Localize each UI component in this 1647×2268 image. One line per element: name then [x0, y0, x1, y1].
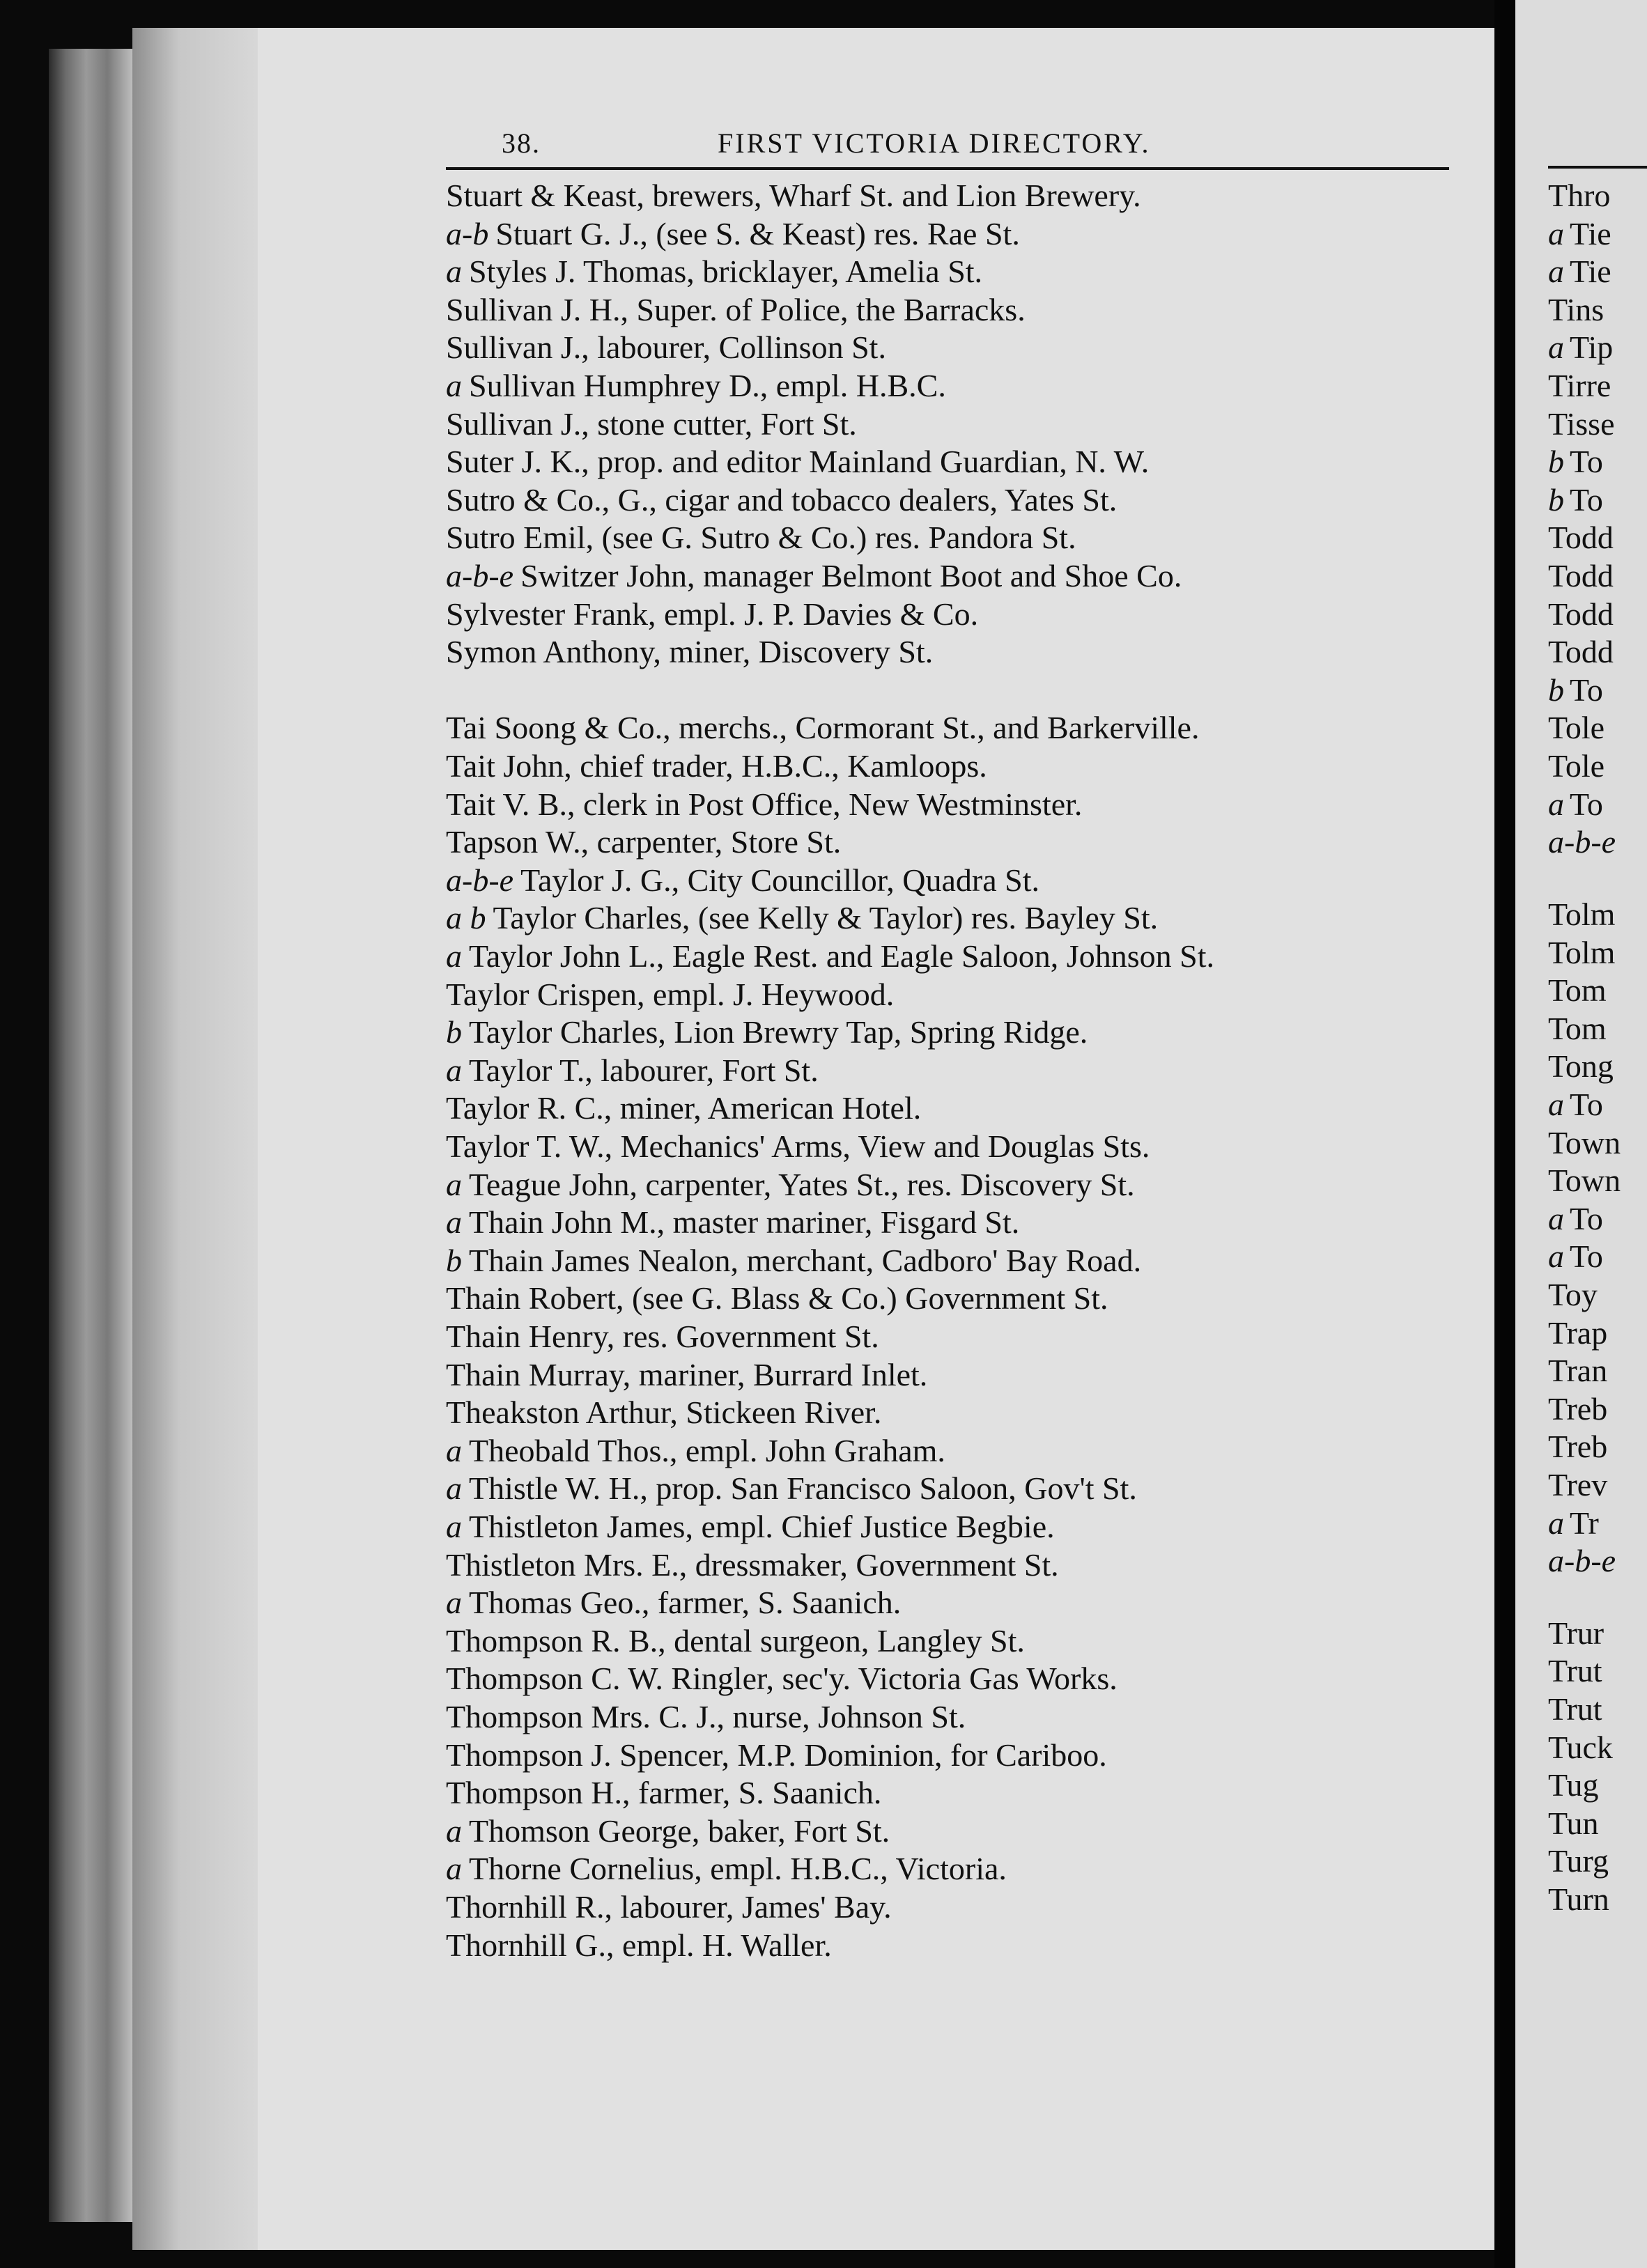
- next-page-fragment: [1548, 1845, 1609, 1877]
- entry-text: Sullivan J., labourer, Collinson St.: [446, 329, 886, 365]
- directory-entry: [446, 1321, 879, 1353]
- next-page-fragment: [1548, 750, 1605, 782]
- next-page-fragment: [1548, 370, 1611, 402]
- fragment-mark: a: [1548, 786, 1564, 822]
- entry-text: Thompson J. Spencer, M.P. Dominion, for Cariboo.: [446, 1737, 1107, 1773]
- entry-text: Sullivan J., stone cutter, Fort St.: [446, 406, 857, 442]
- fragment-text: To: [1570, 1238, 1603, 1274]
- entry-text: Thompson C. W. Ringler, sec'y. Victoria Gas Works.: [446, 1661, 1118, 1696]
- entry-mark: a-b-e: [446, 862, 514, 898]
- directory-entry: [446, 1891, 892, 1923]
- fragment-text: Tole: [1548, 748, 1605, 784]
- next-page-fragment: [1548, 329, 1614, 365]
- directory-entry: [446, 180, 1141, 212]
- entry-mark: a: [446, 1509, 462, 1544]
- directory-entry: [446, 1470, 1137, 1506]
- next-page-fragment: [1548, 937, 1615, 969]
- entry-text: Taylor T. W., Mechanics' Arms, View and Douglas Sts.: [446, 1128, 1150, 1164]
- directory-entry: [446, 979, 894, 1011]
- entry-mark: a: [446, 1470, 462, 1506]
- directory-entry: [446, 1587, 901, 1619]
- entry-text: Symon Anthony, miner, Discovery St.: [446, 634, 934, 669]
- directory-entry: [446, 1663, 1118, 1695]
- entry-text: Taylor John L., Eagle Rest. and Eagle Saloon, Johnson St.: [469, 938, 1214, 974]
- directory-entry: [446, 1625, 1025, 1657]
- fragment-mark: a: [1548, 1505, 1564, 1541]
- entry-text: Thain Robert, (see G. Blass & Co.) Government St.: [446, 1280, 1108, 1316]
- next-page-fragment: [1548, 484, 1603, 516]
- fragment-text: Treb: [1548, 1391, 1608, 1427]
- next-page-fragment: [1548, 1655, 1602, 1687]
- next-page-fragment: [1548, 1393, 1607, 1425]
- fragment-text: Tole: [1548, 710, 1605, 745]
- entry-text: Sutro & Co., G., cigar and tobacco dealers, Yates St.: [446, 482, 1118, 518]
- next-page-fragment: [1548, 446, 1603, 478]
- entry-mark: a: [446, 938, 462, 974]
- next-page-fragment: [1548, 1805, 1599, 1841]
- directory-entry: [446, 408, 857, 440]
- directory-entry: [446, 1435, 945, 1467]
- fragment-text: Tins: [1548, 292, 1605, 327]
- entry-text: Thompson H., farmer, S. Saanich.: [446, 1775, 882, 1810]
- next-page-fragment: [1548, 1507, 1599, 1539]
- entry-text: Theakston Arthur, Stickeen River.: [446, 1395, 882, 1430]
- fragment-text: Treb: [1548, 1429, 1608, 1464]
- fragment-text: Town: [1548, 1163, 1621, 1198]
- next-page-fragment: [1548, 786, 1603, 822]
- fragment-text: Trap: [1548, 1315, 1608, 1351]
- entry-mark: a: [446, 1053, 462, 1088]
- entry-text: Thompson R. B., dental surgeon, Langley St.: [446, 1623, 1025, 1659]
- next-page-fragment: [1548, 522, 1614, 554]
- next-page-fragment: [1548, 1732, 1613, 1764]
- next-page-header-rule: [1548, 166, 1647, 169]
- fragment-text: Trev: [1548, 1467, 1608, 1502]
- next-page-fragment: [1548, 1469, 1607, 1501]
- next-page-fragment: [1548, 1545, 1621, 1577]
- entry-text: Tait John, chief trader, H.B.C., Kamloops.: [446, 748, 987, 784]
- page-number: 38.: [502, 127, 541, 159]
- next-page-fragment: [1548, 1693, 1602, 1725]
- directory-entry: [446, 484, 1117, 516]
- entry-text: Taylor R. C., miner, American Hotel.: [446, 1090, 922, 1126]
- next-page-fragment: [1548, 1617, 1604, 1649]
- fragment-mark: a: [1548, 216, 1564, 251]
- fragment-mark: a: [1548, 1201, 1564, 1236]
- fragment-mark: a: [1548, 1087, 1564, 1122]
- entry-text: Thain John M., master mariner, Fisgard St.: [469, 1204, 1020, 1240]
- directory-entry: [446, 1206, 1019, 1238]
- fragment-text: Tip: [1570, 329, 1614, 365]
- entry-text: Teague John, carpenter, Yates St., res. Discovery St.: [469, 1167, 1135, 1202]
- directory-entry: [446, 598, 978, 630]
- fragment-text: Trut: [1548, 1653, 1602, 1688]
- entry-text: Taylor T., labourer, Fort St.: [469, 1053, 819, 1088]
- entry-mark: a-b-e: [446, 558, 514, 593]
- entry-text: Thornhill G., empl. H. Waller.: [446, 1927, 832, 1963]
- fragment-text: Tolm: [1548, 896, 1616, 932]
- fragment-mark: a: [1548, 1238, 1564, 1274]
- entry-text: Thomson George, baker, Fort St.: [469, 1813, 890, 1849]
- next-page-fragment: [1548, 1279, 1598, 1311]
- directory-entry: [446, 1282, 1108, 1314]
- entry-text: Styles J. Thomas, bricklayer, Amelia St.: [469, 254, 983, 289]
- directory-entry: [446, 902, 1158, 934]
- fragment-text: Turn: [1548, 1881, 1609, 1917]
- entry-text: Thorne Cornelius, empl. H.B.C., Victoria.: [469, 1851, 1007, 1886]
- fragment-text: To: [1570, 672, 1603, 708]
- directory-entry: [446, 786, 1083, 822]
- next-page-fragment: [1548, 408, 1614, 440]
- directory-entry: [446, 1853, 1007, 1885]
- entry-mark: a-b: [446, 216, 489, 251]
- next-page-fragment: [1548, 1883, 1609, 1916]
- next-page-fragment: [1548, 1317, 1607, 1349]
- directory-entry: [446, 1511, 1055, 1543]
- entry-text: Taylor Charles, (see Kelly & Taylor) res. Bayley St.: [493, 900, 1159, 935]
- directory-entry: [446, 294, 1026, 326]
- next-page-fragment: [1548, 560, 1614, 592]
- entry-text: Thistleton Mrs. E., dressmaker, Government St.: [446, 1547, 1059, 1583]
- next-page-fragment: [1548, 598, 1614, 630]
- fragment-text: To: [1570, 1201, 1603, 1236]
- entry-text: Taylor Crispen, empl. J. Heywood.: [446, 977, 895, 1012]
- entry-mark: a: [446, 1204, 462, 1240]
- fragment-text: Toy: [1548, 1277, 1598, 1312]
- entry-mark: a: [446, 368, 462, 403]
- fragment-mark: b: [1548, 444, 1564, 479]
- directory-entry: [446, 1245, 1141, 1277]
- fragment-text: Thro: [1548, 178, 1611, 213]
- next-page-fragment: [1548, 1165, 1621, 1197]
- fragment-text: Tran: [1548, 1353, 1608, 1388]
- entry-text: Tai Soong & Co., merchs., Cormorant St., and Barkerville.: [446, 710, 1200, 745]
- fragment-mark: a-b-e: [1548, 1543, 1616, 1578]
- fragment-text: Tolm: [1548, 935, 1616, 970]
- entry-text: Sutro Emil, (see G. Sutro & Co.) res. Pandora St.: [446, 520, 1076, 555]
- entry-text: Stuart & Keast, brewers, Wharf St. and Lion Brewery.: [446, 178, 1141, 213]
- next-page-fragment: [1548, 180, 1610, 212]
- fragment-mark: a: [1548, 254, 1564, 289]
- entry-mark: a: [446, 1433, 462, 1468]
- running-title: FIRST VICTORIA DIRECTORY.: [718, 127, 1151, 159]
- entry-text: Thain Murray, mariner, Burrard Inlet.: [446, 1357, 928, 1392]
- entry-text: Thistle W. H., prop. San Francisco Saloon, Gov't St.: [469, 1470, 1137, 1506]
- next-page-fragment: [1548, 256, 1611, 288]
- directory-entry: [446, 560, 1182, 592]
- page-divider: [1494, 0, 1515, 2268]
- directory-entry: [446, 1397, 881, 1429]
- fragment-text: Tirre: [1548, 368, 1611, 403]
- directory-entry: [446, 1701, 966, 1733]
- entry-text: Sullivan J. H., Super. of Police, the Barracks.: [446, 292, 1026, 327]
- entry-mark: a: [446, 1851, 462, 1886]
- fragment-text: Trut: [1548, 1691, 1602, 1727]
- directory-entry: [446, 1092, 921, 1124]
- directory-entry: [446, 1128, 1150, 1164]
- next-page-fragment: [1548, 636, 1614, 668]
- entry-mark: b: [446, 1014, 462, 1050]
- directory-entry: [446, 1929, 832, 1962]
- directory-entry: [446, 1549, 1059, 1581]
- next-page-fragment: [1548, 1355, 1607, 1387]
- entry-text: Taylor Charles, Lion Brewry Tap, Spring Ridge.: [469, 1014, 1088, 1050]
- fragment-text: To: [1570, 482, 1603, 518]
- fragment-text: Tom: [1548, 1011, 1607, 1046]
- next-page-fragment: [1548, 1203, 1603, 1235]
- next-page-fragment: [1548, 826, 1621, 858]
- next-page-fragment: [1548, 1013, 1607, 1045]
- directory-entry: [446, 218, 1020, 250]
- fragment-text: Todd: [1548, 596, 1614, 632]
- directory-entry: [446, 256, 982, 288]
- fragment-text: To: [1570, 786, 1603, 822]
- next-page-fragment: [1548, 294, 1604, 326]
- entry-text: Tait V. B., clerk in Post Office, New Westminster.: [446, 786, 1083, 822]
- directory-entry: [446, 864, 1039, 896]
- directory-entry: [446, 1739, 1107, 1771]
- entry-mark: a b: [446, 900, 486, 935]
- fragment-mark: b: [1548, 482, 1564, 518]
- fragment-mark: a: [1548, 329, 1564, 365]
- fragment-text: To: [1570, 1087, 1603, 1122]
- fragment-text: Tie: [1570, 216, 1611, 251]
- entry-mark: a: [446, 1167, 462, 1202]
- book-binding-edge: [49, 49, 132, 2222]
- next-page-fragment: [1548, 974, 1607, 1007]
- entry-text: Stuart G. J., (see S. & Keast) res. Rae St.: [495, 216, 1020, 251]
- fragment-text: Tie: [1570, 254, 1611, 289]
- entry-text: Sylvester Frank, empl. J. P. Davies & Co.: [446, 596, 979, 632]
- entry-mark: a: [446, 1585, 462, 1620]
- fragment-text: Tuck: [1548, 1730, 1613, 1765]
- directory-entry: [446, 1055, 819, 1087]
- fragment-text: Tom: [1548, 972, 1607, 1008]
- directory-entry: [446, 1169, 1135, 1201]
- entry-mark: b: [446, 1243, 462, 1278]
- directory-entry: [446, 329, 886, 365]
- fragment-text: Trur: [1548, 1615, 1605, 1651]
- entry-mark: a: [446, 254, 462, 289]
- next-page-fragment: [1548, 712, 1605, 744]
- directory-entry: [446, 826, 841, 858]
- next-page-fragment: [1548, 218, 1611, 250]
- entry-text: Thain Henry, res. Government St.: [446, 1319, 879, 1354]
- fragment-text: Tong: [1548, 1048, 1614, 1084]
- fragment-text: Todd: [1548, 558, 1614, 593]
- header-rule: [446, 167, 1449, 170]
- entry-text: Thomas Geo., farmer, S. Saanich.: [469, 1585, 902, 1620]
- entry-text: Thistleton James, empl. Chief Justice Begbie.: [469, 1509, 1055, 1544]
- fragment-text: Town: [1548, 1125, 1621, 1160]
- fragment-text: Tr: [1570, 1505, 1599, 1541]
- directory-entry: [446, 1815, 890, 1847]
- directory-entry: [446, 1016, 1088, 1048]
- entry-text: Suter J. K., prop. and editor Mainland Guardian, N. W.: [446, 444, 1150, 479]
- directory-entry: [446, 522, 1076, 554]
- fragment-text: Turg: [1548, 1843, 1609, 1879]
- directory-entry: [446, 1359, 927, 1391]
- directory-entry: [446, 1777, 881, 1809]
- next-page-fragment: [1548, 1431, 1607, 1463]
- directory-entry: [446, 712, 1199, 744]
- directory-entry: [446, 636, 933, 668]
- entry-mark: a: [446, 1813, 462, 1849]
- entry-text: Taylor J. G., City Councillor, Quadra St.: [520, 862, 1039, 898]
- next-page-fragment: [1548, 1769, 1598, 1801]
- fragment-text: Tisse: [1548, 406, 1615, 442]
- directory-entry: [446, 446, 1149, 478]
- entry-text: Thornhill R., labourer, James' Bay.: [446, 1889, 892, 1925]
- fragment-text: Todd: [1548, 634, 1614, 669]
- fragment-mark: b: [1548, 672, 1564, 708]
- entry-text: Thompson Mrs. C. J., nurse, Johnson St.: [446, 1699, 966, 1734]
- next-page-fragment: [1548, 1127, 1621, 1159]
- next-page-fragment: [1548, 1089, 1603, 1121]
- fragment-text: Tug: [1548, 1767, 1599, 1803]
- entry-text: Sullivan Humphrey D., empl. H.B.C.: [469, 368, 946, 403]
- entry-text: Tapson W., carpenter, Store St.: [446, 824, 842, 860]
- entry-text: Switzer John, manager Belmont Boot and Shoe Co.: [520, 558, 1182, 593]
- fragment-text: To: [1570, 444, 1603, 479]
- next-page-fragment: [1548, 674, 1603, 706]
- fragment-text: Tun: [1548, 1805, 1599, 1841]
- entry-text: Theobald Thos., empl. John Graham.: [469, 1433, 945, 1468]
- next-page-fragment: [1548, 1050, 1614, 1082]
- next-page-fragment: [1548, 896, 1616, 932]
- directory-entry: [446, 370, 946, 402]
- page-gutter: [132, 28, 265, 2250]
- directory-entry: [446, 750, 987, 782]
- fragment-text: Todd: [1548, 520, 1614, 555]
- entry-text: Thain James Nealon, merchant, Cadboro' Bay Road.: [469, 1243, 1142, 1278]
- directory-entry: [446, 940, 1214, 972]
- fragment-mark: a-b-e: [1548, 824, 1616, 860]
- next-page-fragment: [1548, 1238, 1603, 1274]
